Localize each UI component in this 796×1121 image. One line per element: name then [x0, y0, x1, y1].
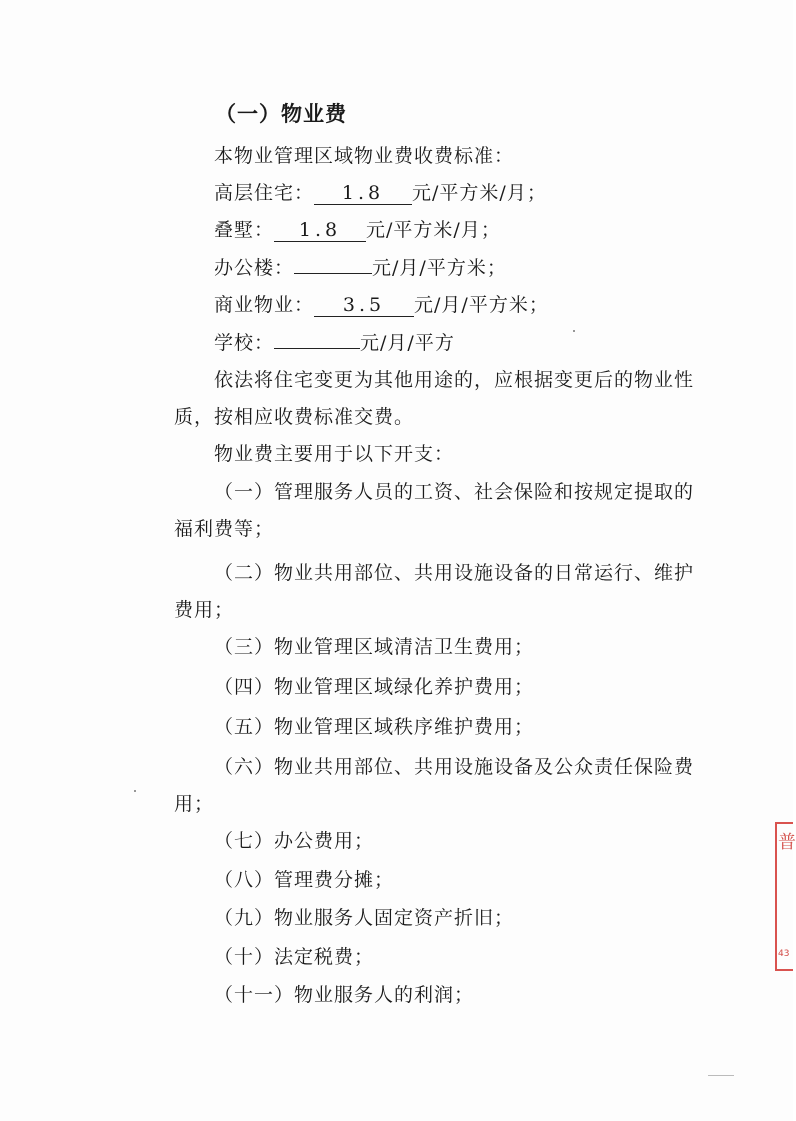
expense-item: （五）物业管理区域秩序维护费用； [214, 716, 535, 738]
rate-value [294, 273, 372, 274]
expense-item: （三）物业管理区域清洁卫生费用； [214, 636, 535, 658]
expense-item: （八）管理费分摊； [214, 869, 395, 891]
expense-item-cont: 费用； [174, 599, 235, 621]
expense-item: （一）管理服务人员的工资、社会保险和按规定提取的 [214, 481, 695, 503]
paragraph-line: 质，按相应收费标准交费。 [174, 406, 415, 428]
rate-row-office [214, 256, 507, 280]
rate-value: 1.8 [314, 182, 412, 205]
expense-item: （六）物业共用部位、共用设施设备及公众责任保险费 [214, 756, 695, 778]
expense-item-cont: 福利费等； [174, 518, 275, 540]
rate-unit: 元/平方米/月； [366, 219, 501, 241]
expenses-intro: 物业费主要用于以下开支： [214, 443, 455, 465]
stamp-char: 普 [778, 832, 796, 853]
scan-speck [573, 330, 575, 332]
expense-item: （十一）物业服务人的利润； [214, 984, 475, 1006]
rate-row-school [214, 331, 455, 355]
scan-speck [134, 790, 136, 792]
rate-value [274, 348, 360, 349]
rate-unit: 元/月/平方米； [372, 257, 507, 279]
rate-unit: 元/月/平方米； [414, 294, 549, 316]
expense-item: （十）法定税费； [214, 946, 375, 968]
scan-speck [708, 1075, 734, 1076]
expense-item: （二）物业共用部位、共用设施设备的日常运行、维护 [214, 562, 695, 584]
expense-item: （四）物业管理区域绿化养护费用； [214, 676, 535, 698]
paragraph-line: 依法将住宅变更为其他用途的，应根据变更后的物业性 [214, 369, 695, 391]
intro-text: 本物业管理区域物业费收费标准： [214, 145, 515, 167]
rate-label: 办公楼： [214, 257, 295, 279]
expense-item: （七）办公费用； [214, 830, 375, 852]
expense-item: （九）物业服务人固定资产折旧； [214, 907, 515, 929]
rate-unit: 元/月/平方 [360, 332, 455, 354]
rate-unit: 元/平方米/月； [412, 182, 547, 204]
section-heading: （一）物业费 [215, 101, 347, 126]
rate-row-commercial [214, 293, 549, 317]
rate-value: 1.8 [274, 219, 366, 242]
rate-value: 3.5 [314, 294, 414, 317]
rate-label: 叠墅： [214, 219, 275, 241]
rate-row-villa [214, 218, 501, 242]
rate-label: 商业物业： [214, 294, 315, 316]
rate-row-highrise [214, 181, 547, 205]
rate-label: 高层住宅： [214, 182, 315, 204]
stamp-number: 43 [778, 949, 790, 959]
expense-item-cont: 用； [174, 793, 215, 815]
rate-label: 学校： [214, 332, 275, 354]
red-stamp [775, 822, 796, 971]
